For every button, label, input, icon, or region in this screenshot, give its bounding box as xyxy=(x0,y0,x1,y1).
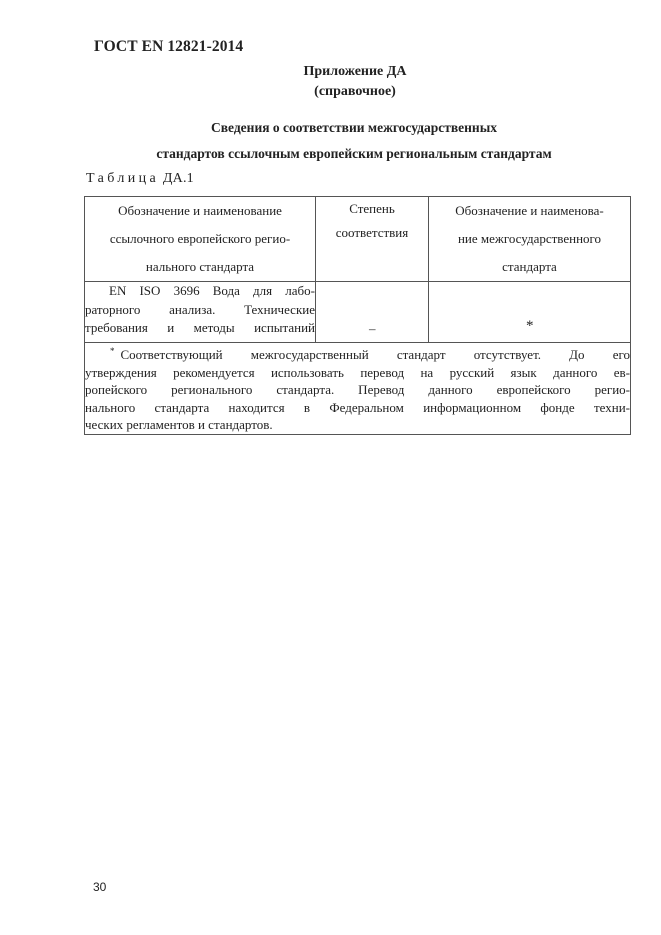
footnote-marker: * xyxy=(526,318,534,334)
table-caption-word: Таблица xyxy=(86,171,160,186)
page-number: 30 xyxy=(93,880,107,894)
annex-title: Приложение ДА xyxy=(303,64,407,79)
header-text-line: нального стандарта xyxy=(145,259,255,274)
cell-text-line: EN ISO 3696 Вода для лабо- xyxy=(109,283,315,298)
cell-text-line: раторного анализа. Технические xyxy=(85,301,315,317)
degree-cell xyxy=(316,282,429,343)
table-header-row xyxy=(85,197,631,282)
header-cell-interstate-standard xyxy=(429,197,631,282)
header-text-line: Обозначение и наименование xyxy=(118,203,282,218)
header-text-line: ссылочного европейского регио- xyxy=(109,231,291,246)
table-caption-number: ДА.1 xyxy=(162,171,194,186)
footnote-line: утверждения рекомендуется использовать перевод на русский язык данного ев- xyxy=(85,364,630,380)
header-text-line: ние межгосударственного xyxy=(457,231,602,246)
footnote-row xyxy=(85,343,631,435)
reference-standard-cell xyxy=(85,282,316,343)
degree-value: – xyxy=(369,321,376,336)
footnote-cell xyxy=(85,343,631,435)
header-text-line: стандарта xyxy=(502,259,557,274)
annex-type: (справочное) xyxy=(314,84,396,99)
header-text-line: Степень xyxy=(349,201,395,216)
footnote-line: ческих регламентов и стандартов. xyxy=(85,417,273,432)
cell-text-line: требования и методы испытаний xyxy=(85,320,315,335)
table-caption xyxy=(86,171,194,187)
section-heading-line-2: стандартов ссылочным европейским региональным стандартам xyxy=(156,146,552,161)
interstate-standard-cell xyxy=(429,282,631,343)
footnote-marker: * xyxy=(110,346,115,356)
table-row xyxy=(85,282,631,343)
standards-correspondence-table xyxy=(84,196,631,435)
document-code: ГОСТ EN 12821-2014 xyxy=(94,38,244,55)
header-cell-reference-standard xyxy=(85,197,316,282)
footnote-line: * Соответствующий межгосударственный стандарт отсутствует. До его xyxy=(110,346,630,362)
header-text-line: Обозначение и наименова- xyxy=(455,203,604,218)
section-heading-line-1: Сведения о соответствии межгосударственных xyxy=(211,120,497,135)
header-cell-degree xyxy=(316,197,429,282)
footnote-line: нального стандарта находится в Федеральном информационном фонде техни- xyxy=(85,399,630,415)
header-text-line: соответствия xyxy=(335,225,409,240)
footnote-line: ропейского регионального стандарта. Перевод данного европейского регио- xyxy=(85,382,630,397)
